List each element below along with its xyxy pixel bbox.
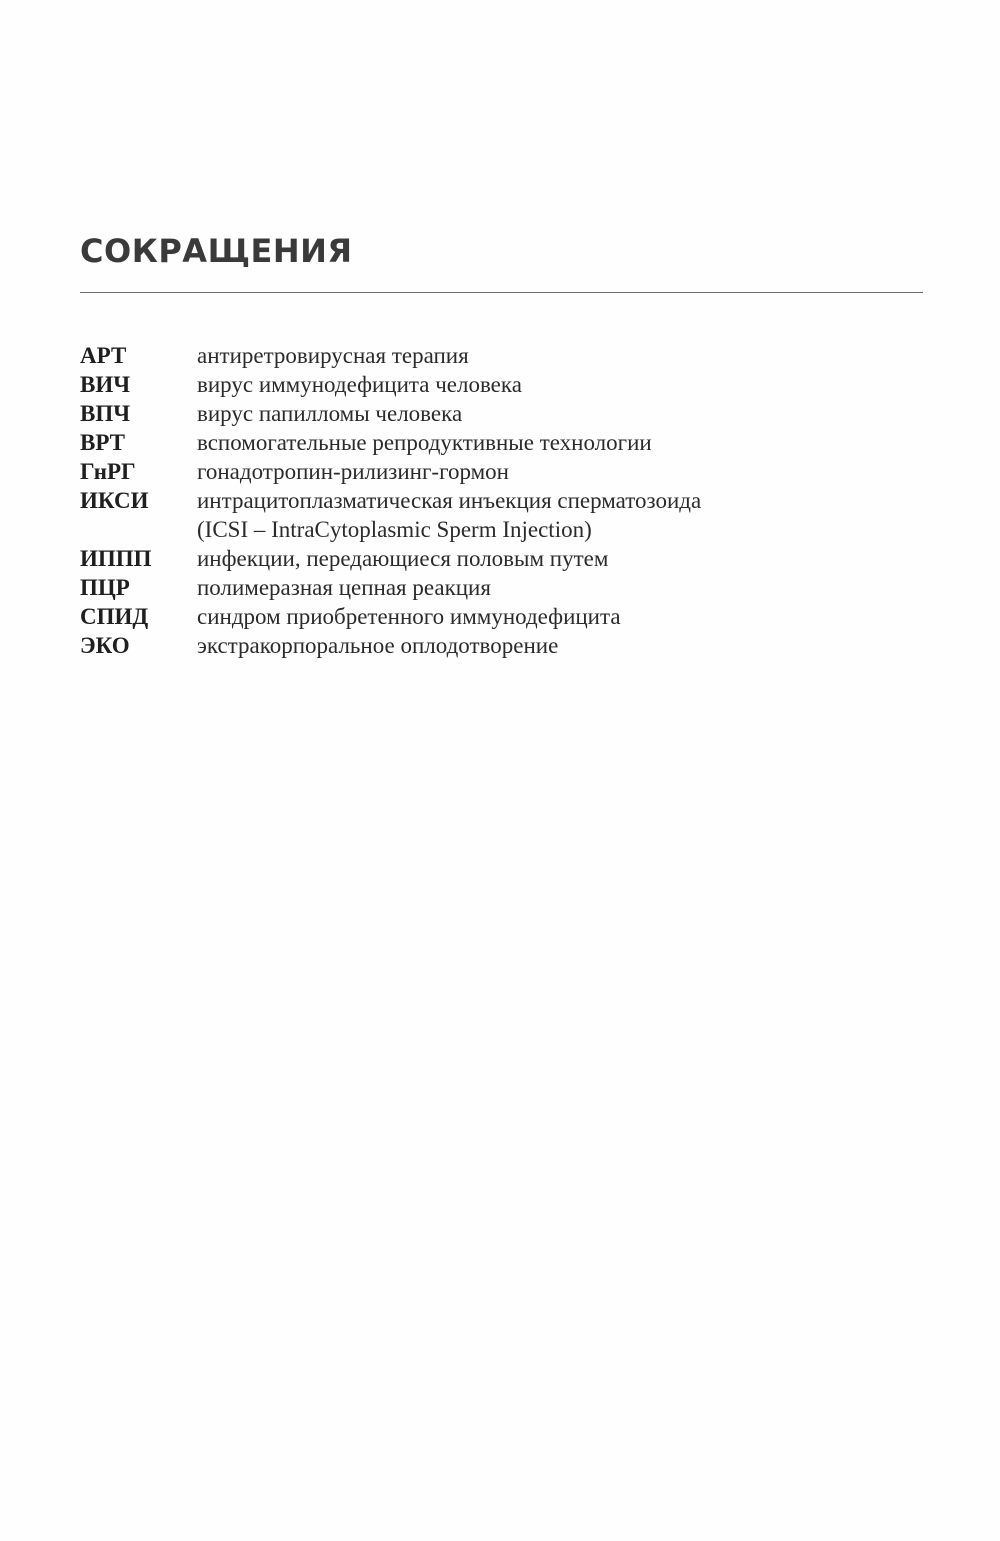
abbreviation-definition — [197, 573, 923, 602]
abbreviation-row — [80, 399, 923, 428]
definition-line: полимеразная цепная реакция — [197, 575, 491, 600]
abbreviation-row — [80, 457, 923, 486]
definition-line: гонадотропин-рилизинг-гормон — [197, 459, 509, 484]
abbreviation-term: ВПЧ — [80, 401, 131, 426]
abbreviation-row — [80, 631, 923, 660]
abbreviation-row — [80, 573, 923, 602]
page-title: СОКРАЩЕНИЯ — [80, 232, 353, 270]
abbreviation-term: ИКСИ — [80, 488, 149, 513]
abbreviation-definition — [197, 399, 923, 428]
abbreviation-term: СПИД — [80, 604, 149, 629]
abbreviation-definition — [197, 544, 923, 573]
abbreviation-term: ПЦР — [80, 575, 130, 600]
definition-line: (ICSI – IntraCytoplasmic Sperm Injection) — [197, 517, 592, 542]
abbreviation-definition — [197, 428, 923, 457]
definition-line: антиретровирусная терапия — [197, 343, 469, 368]
abbreviation-definition — [197, 631, 923, 660]
definition-line: вирус папилломы человека — [197, 401, 463, 426]
abbreviation-term: ВИЧ — [80, 372, 131, 397]
abbreviation-row — [80, 544, 923, 573]
abbreviation-definition — [197, 370, 923, 399]
abbreviation-definition — [197, 457, 923, 486]
abbreviation-row — [80, 370, 923, 399]
abbreviation-row — [80, 428, 923, 457]
abbreviation-definition — [197, 341, 923, 370]
abbreviation-term: ЭКО — [80, 633, 130, 658]
abbreviation-definition — [197, 486, 923, 544]
abbreviation-list — [80, 341, 923, 660]
definition-line: инфекции, передающиеся половым путем — [197, 546, 609, 571]
abbreviation-row — [80, 486, 923, 544]
definition-line: синдром приобретенного иммунодефицита — [197, 604, 621, 629]
definition-line: вспомогательные репродуктивные технологии — [197, 430, 652, 455]
definition-line: вирус иммунодефицита человека — [197, 372, 522, 397]
abbreviation-definition — [197, 602, 923, 631]
title-divider — [80, 292, 923, 293]
abbreviation-term: ВРТ — [80, 430, 126, 455]
abbreviation-row — [80, 602, 923, 631]
definition-line: интрацитоплазматическая инъекция сперматозоида — [197, 488, 702, 513]
abbreviation-term: АРТ — [80, 343, 127, 368]
definition-line: экстракорпоральное оплодотворение — [197, 633, 559, 658]
abbreviation-term: ИППП — [80, 546, 152, 571]
abbreviation-row — [80, 341, 923, 370]
abbreviation-term: ГнРГ — [80, 459, 136, 484]
